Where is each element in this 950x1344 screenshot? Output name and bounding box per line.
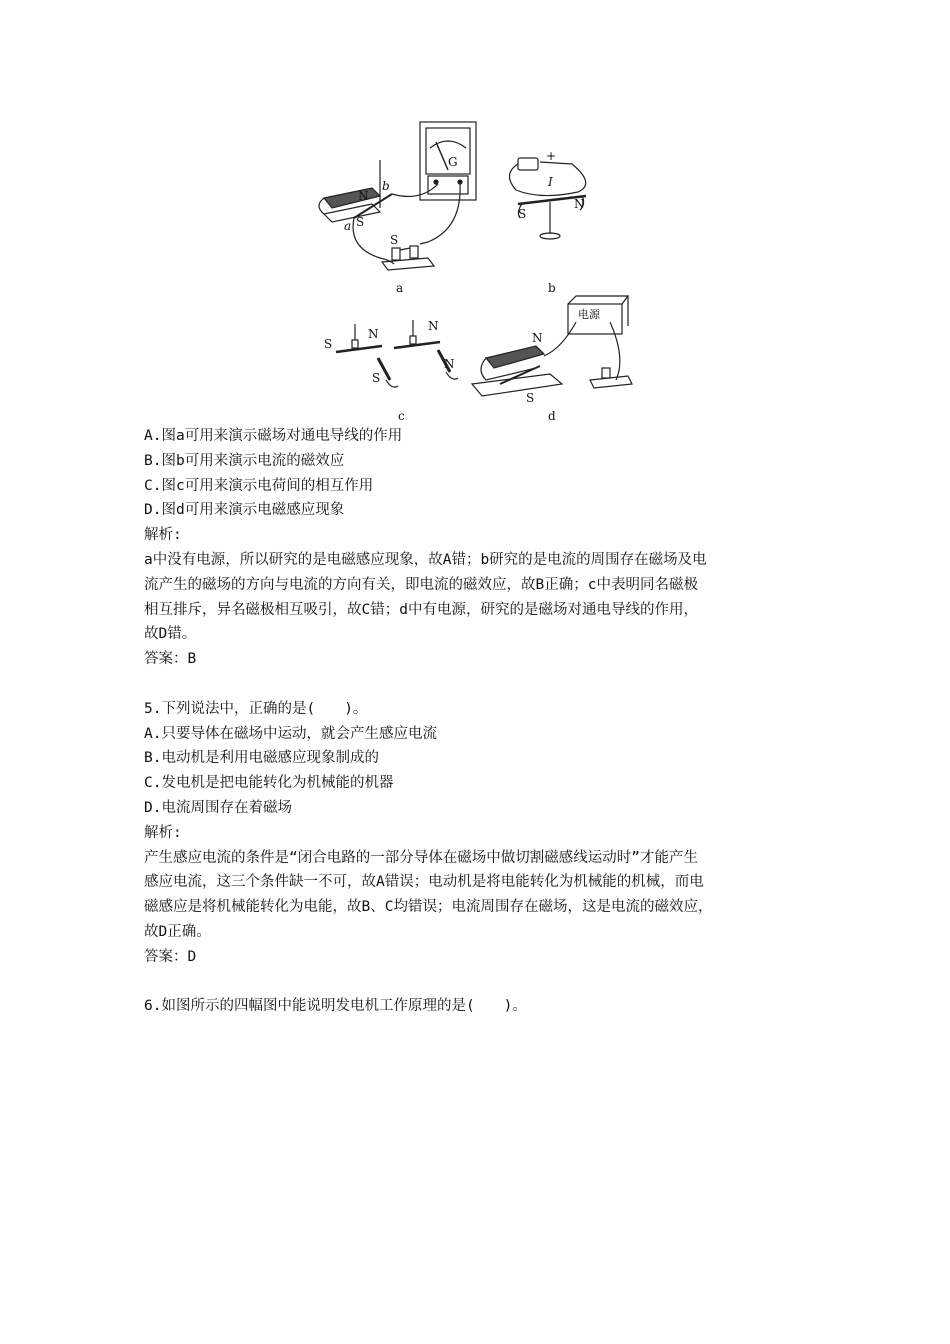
label-N-c3: N: [444, 357, 455, 371]
label-power: 电源: [578, 308, 600, 321]
label-N-b: N: [574, 197, 585, 211]
q5-option-d: D.电流周围存在着磁场: [144, 799, 292, 816]
q5-options: [144, 722, 824, 821]
q5-answer: 答案：D: [144, 948, 197, 965]
label-N-c1: N: [368, 327, 379, 341]
q5-option-a: A.只要导体在磁场中运动，就会产生感应电流: [144, 725, 437, 742]
q4-option-b: B.图b可用来演示电流的磁效应: [144, 452, 345, 469]
q4-option-a: A.图a可用来演示磁场对通电导线的作用: [144, 428, 403, 444]
label-S-a: S: [356, 215, 365, 229]
label-b-wire: b: [382, 179, 390, 193]
q4-analysis-line: 故D错。: [144, 626, 197, 643]
physics-figure: [310, 118, 650, 424]
q4-analysis-label: 解析:: [144, 527, 182, 544]
document-body: [144, 424, 824, 1019]
caption-a: a: [396, 281, 404, 295]
label-G: G: [448, 155, 458, 169]
q4-option-c: C.图c可用来演示电荷间的相互作用: [144, 477, 374, 494]
caption-b: b: [548, 281, 556, 295]
caption-c: c: [398, 409, 405, 423]
label-S-d: S: [526, 391, 535, 405]
q5-option-c: C.发电机是把电能转化为机械能的机器: [144, 775, 394, 792]
q5-analysis-label: 解析:: [144, 824, 182, 841]
q5-analysis-line: 感应电流，这三个条件缺一不可，故A错误；电动机是将电能转化为机械能的机械，而电: [144, 874, 704, 891]
q4-analysis-line: 流产生的磁场的方向与电流的方向有关，即电流的磁效应，故B正确；c中表明同名磁极: [144, 576, 698, 593]
label-a-wire: a: [344, 219, 352, 233]
physics-figure-drawing: [310, 118, 650, 424]
label-N-a: N: [358, 189, 369, 203]
spacer: [144, 672, 824, 697]
q4-options: [144, 424, 824, 523]
q5-analysis-line: 磁感应是将机械能转化为电能，故B、C均错误；电流周围存在磁场，这是电流的磁效应，: [144, 899, 713, 916]
q4-answer: 答案：B: [144, 651, 197, 668]
q6-stem: 6.如图所示的四幅图中能说明发电机工作原理的是( )。: [144, 998, 527, 1015]
q5-option-b: B.电动机是利用电磁感应现象制成的: [144, 750, 379, 767]
q4-analysis-line: a中没有电源，所以研究的是电磁感应现象，故A错；b研究的是电流的周围存在磁场及电: [144, 551, 707, 568]
label-N-d: N: [532, 331, 543, 345]
spacer: [144, 970, 824, 995]
label-I: I: [548, 175, 553, 189]
q5-analysis: [144, 846, 824, 945]
label-N-c2: N: [428, 319, 439, 333]
label-S-c1: S: [324, 337, 333, 351]
q5-analysis-line: 产生感应电流的条件是“闭合电路的一部分导体在磁场中做切割磁感线运动时”才能产生: [144, 849, 698, 866]
q4-option-d: D.图d可用来演示电磁感应现象: [144, 502, 345, 519]
q4-analysis: [144, 548, 824, 647]
caption-d: d: [548, 409, 556, 423]
q5-analysis-line: 故D正确。: [144, 923, 211, 940]
q5-stem: 5.下列说法中，正确的是( )。: [144, 700, 368, 717]
q4-analysis-line: 相互排斥，异名磁极相互吸引，故C错；d中有电源，研究的是磁场对通电导线的作用，: [144, 601, 698, 618]
battery: [518, 158, 538, 170]
label-plus: +: [546, 149, 557, 163]
label-S-switch: S: [390, 233, 399, 247]
label-S-c2: S: [372, 371, 381, 385]
label-S-b: S: [518, 207, 527, 221]
